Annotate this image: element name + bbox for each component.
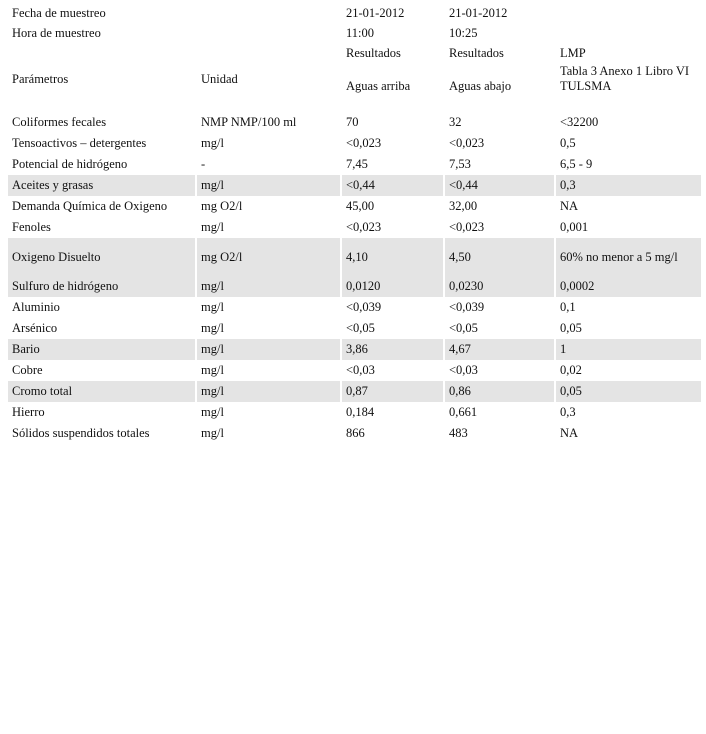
- param-cell: Oxigeno Disuelto: [8, 238, 195, 276]
- arriba-cell: 4,10: [342, 238, 443, 276]
- hora-value-1: 11:00: [346, 26, 375, 40]
- param-cell: Demanda Química de Oxigeno: [12, 199, 168, 213]
- table-row: [8, 402, 701, 423]
- arriba-cell: 3,86: [342, 339, 443, 360]
- unit-cell: mg/l: [201, 300, 224, 314]
- abajo-cell: <0,023: [449, 220, 485, 234]
- table-row: [8, 381, 701, 402]
- abajo-cell: <0,44: [445, 175, 554, 196]
- table-row: [8, 217, 701, 238]
- table-row: [8, 297, 701, 318]
- arriba-cell: <0,03: [346, 363, 375, 377]
- param-cell: Potencial de hidrógeno: [12, 157, 128, 171]
- abajo-cell: 32,00: [449, 199, 478, 213]
- table-row: [8, 196, 701, 217]
- abajo-cell: 4,67: [445, 339, 554, 360]
- unit-cell: mg/l: [201, 136, 224, 150]
- abajo-cell: 32: [449, 115, 462, 129]
- aguas-arriba-header: Aguas arriba: [346, 78, 411, 93]
- abajo-cell: 483: [449, 426, 468, 440]
- abajo-cell: <0,023: [449, 136, 485, 150]
- fecha-lmp-blank: [556, 6, 701, 26]
- lmp-cell: 0,05: [560, 321, 582, 335]
- unit-cell: mg/l: [201, 426, 224, 440]
- unit-cell: NMP NMP/100 ml: [201, 115, 297, 129]
- unit-cell: -: [201, 157, 206, 171]
- table-row: [8, 423, 701, 444]
- unit-cell: mg/l: [197, 175, 340, 196]
- param-cell: Tensoactivos – detergentes: [12, 136, 147, 150]
- unit-cell: mg O2/l: [201, 199, 243, 213]
- arriba-cell: 0,0120: [342, 276, 443, 297]
- resultados-header-1: Resultados: [346, 46, 401, 60]
- parametros-header: Parámetros: [12, 71, 69, 86]
- row-resultados: [8, 46, 701, 64]
- hora-value-2: 10:25: [449, 26, 478, 40]
- abajo-cell: 0,0230: [445, 276, 554, 297]
- fecha-value-1: 21-01-2012: [346, 6, 405, 20]
- row-fecha: [8, 6, 701, 26]
- abajo-cell: 7,53: [449, 157, 471, 171]
- param-cell: Aluminio: [12, 300, 60, 314]
- table-row: [8, 276, 701, 297]
- unit-cell: mg/l: [197, 339, 340, 360]
- table-row: [8, 154, 701, 175]
- unidad-header: Unidad: [201, 71, 238, 86]
- param-cell: Aceites y grasas: [8, 175, 195, 196]
- table-row: [8, 238, 701, 276]
- table-row: [8, 133, 701, 154]
- arriba-cell: <0,023: [346, 136, 382, 150]
- param-cell: Arsénico: [12, 321, 58, 335]
- param-cell: Sulfuro de hidrógeno: [8, 276, 195, 297]
- results-table-body: [8, 6, 701, 444]
- lmp-cell: 1: [556, 339, 701, 360]
- table-row: [8, 318, 701, 339]
- arriba-cell: <0,44: [342, 175, 443, 196]
- param-cell: Cromo total: [8, 381, 195, 402]
- hora-lmp-blank: [556, 26, 701, 46]
- lmp-cell: 0,02: [560, 363, 582, 377]
- resultados-header-2: Resultados: [449, 46, 504, 60]
- hora-unit-blank: [197, 26, 340, 46]
- unit-cell: mg/l: [201, 220, 224, 234]
- table-row: [8, 175, 701, 196]
- arriba-cell: <0,05: [346, 321, 375, 335]
- lmp-reference: Tabla 3 Anexo 1 Libro VI TULSMA: [560, 64, 690, 93]
- unit-cell: mg/l: [201, 405, 224, 419]
- lmp-header: LMP: [560, 46, 586, 60]
- lmp-cell: 0,3: [560, 405, 576, 419]
- unit-cell: mg/l: [201, 321, 224, 335]
- table-row: [8, 339, 701, 360]
- arriba-cell: 866: [346, 426, 365, 440]
- aguas-abajo-header: Aguas abajo: [449, 78, 512, 93]
- unit-cell: mg/l: [197, 381, 340, 402]
- abajo-cell: 0,86: [445, 381, 554, 402]
- table-row: [8, 112, 701, 133]
- lmp-cell: 6,5 - 9: [560, 157, 593, 171]
- lmp-cell: <32200: [560, 115, 599, 129]
- lmp-cell: 0,0002: [556, 276, 701, 297]
- arriba-cell: 45,00: [346, 199, 375, 213]
- arriba-cell: 70: [346, 115, 359, 129]
- param-cell: Fenoles: [12, 220, 51, 234]
- lmp-cell: 60% no menor a 5 mg/l: [556, 238, 701, 276]
- lmp-cell: NA: [560, 426, 579, 440]
- param-cell: Coliformes fecales: [12, 115, 107, 129]
- param-cell: Sólidos suspendidos totales: [12, 426, 150, 440]
- arriba-cell: 7,45: [346, 157, 368, 171]
- unit-cell: mg/l: [201, 363, 224, 377]
- abajo-cell: <0,03: [449, 363, 478, 377]
- param-cell: Bario: [8, 339, 195, 360]
- arriba-cell: <0,039: [346, 300, 382, 314]
- lmp-cell: 0,1: [560, 300, 576, 314]
- abajo-cell: 0,661: [449, 405, 478, 419]
- unit-cell: mg/l: [197, 276, 340, 297]
- abajo-cell: 4,50: [445, 238, 554, 276]
- row-hora: [8, 26, 701, 46]
- table-row: [8, 360, 701, 381]
- fecha-label: Fecha de muestreo: [12, 6, 106, 20]
- fecha-unit-blank: [197, 6, 340, 26]
- hora-label: Hora de muestreo: [12, 26, 101, 40]
- param-cell: Hierro: [12, 405, 45, 419]
- param-cell: Cobre: [12, 363, 43, 377]
- lmp-cell: 0,3: [556, 175, 701, 196]
- arriba-cell: <0,023: [346, 220, 382, 234]
- abajo-cell: <0,039: [449, 300, 485, 314]
- lmp-cell: NA: [560, 199, 579, 213]
- lmp-cell: 0,05: [556, 381, 701, 402]
- abajo-cell: <0,05: [449, 321, 478, 335]
- arriba-cell: 0,184: [346, 405, 375, 419]
- results-table: [6, 6, 703, 444]
- arriba-cell: 0,87: [342, 381, 443, 402]
- lmp-cell: 0,001: [560, 220, 589, 234]
- fecha-value-2: 21-01-2012: [449, 6, 508, 20]
- lmp-cell: 0,5: [560, 136, 576, 150]
- unit-cell: mg O2/l: [197, 238, 340, 276]
